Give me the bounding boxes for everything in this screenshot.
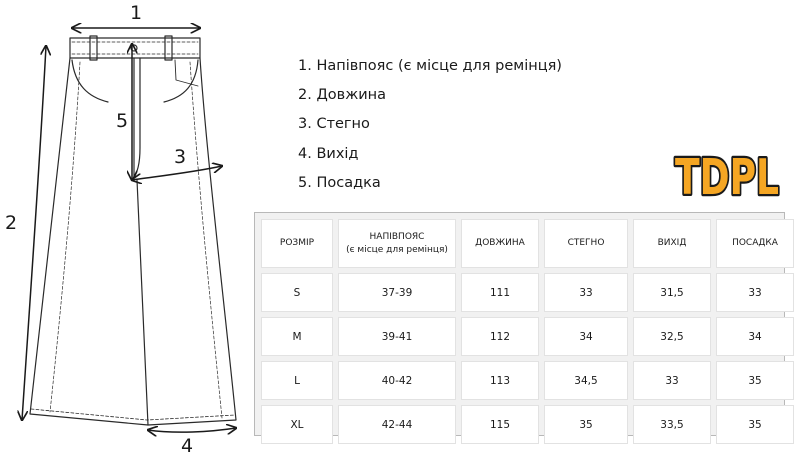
size-table-container [254, 212, 785, 436]
brand-logo-text: TDPL [675, 149, 779, 204]
legend-item: 3. Стегно [298, 116, 370, 133]
table-cell: 33 [716, 273, 794, 312]
table-header-row [261, 219, 794, 268]
table-cell: 35 [716, 405, 794, 444]
table-cell: 42-44 [338, 405, 456, 444]
table-row [261, 273, 794, 312]
table-cell: XL [261, 405, 333, 444]
header-waist-title: НАПІВПОЯС [369, 231, 425, 242]
arrow-2 [22, 46, 46, 420]
table-cell: 32,5 [633, 317, 711, 356]
table-cell: 39-41 [338, 317, 456, 356]
measurement-legend [298, 52, 562, 198]
measure-label-5: 5 [116, 110, 129, 132]
table-cell: L [261, 361, 333, 400]
arrow-4 [148, 428, 236, 432]
table-row [261, 361, 794, 400]
table-cell: 37-39 [338, 273, 456, 312]
table-cell: 40-42 [338, 361, 456, 400]
table-cell: 111 [461, 273, 539, 312]
table-cell: 113 [461, 361, 539, 400]
header-waist [338, 219, 456, 268]
legend-item: 2. Довжина [298, 87, 387, 104]
table-row [261, 317, 794, 356]
table-cell: 33,5 [633, 405, 711, 444]
header-size: РОЗМІР [261, 219, 333, 268]
table-cell: 34,5 [544, 361, 628, 400]
header-rise: ПОСАДКА [716, 219, 794, 268]
header-leg-opening: ВИХІД [633, 219, 711, 268]
legend-item: 4. Вихід [298, 145, 359, 162]
legend-item: 1. Напівпояс (є місце для ремінця) [298, 58, 562, 74]
measure-label-1: 1 [130, 2, 143, 24]
table-cell: 35 [716, 361, 794, 400]
table-cell: M [261, 317, 333, 356]
header-length: ДОВЖИНА [461, 219, 539, 268]
table-cell: 112 [461, 317, 539, 356]
measure-label-2: 2 [5, 212, 18, 234]
header-waist-sub: (є місце для ремінця) [346, 244, 448, 255]
size-table [256, 214, 799, 449]
brand-logo [673, 142, 785, 204]
arrow-3 [132, 166, 222, 180]
table-cell: 31,5 [633, 273, 711, 312]
table-cell: 33 [633, 361, 711, 400]
measure-label-4: 4 [181, 435, 194, 457]
header-hip: СТЕГНО [544, 219, 628, 268]
table-cell: S [261, 273, 333, 312]
table-cell: 33 [544, 273, 628, 312]
legend-item: 5. Посадка [298, 174, 381, 191]
measure-label-3: 3 [174, 146, 187, 168]
pants-diagram [0, 0, 260, 457]
table-cell: 35 [544, 405, 628, 444]
table-row [261, 405, 794, 444]
table-cell: 115 [461, 405, 539, 444]
table-cell: 34 [544, 317, 628, 356]
table-cell: 34 [716, 317, 794, 356]
